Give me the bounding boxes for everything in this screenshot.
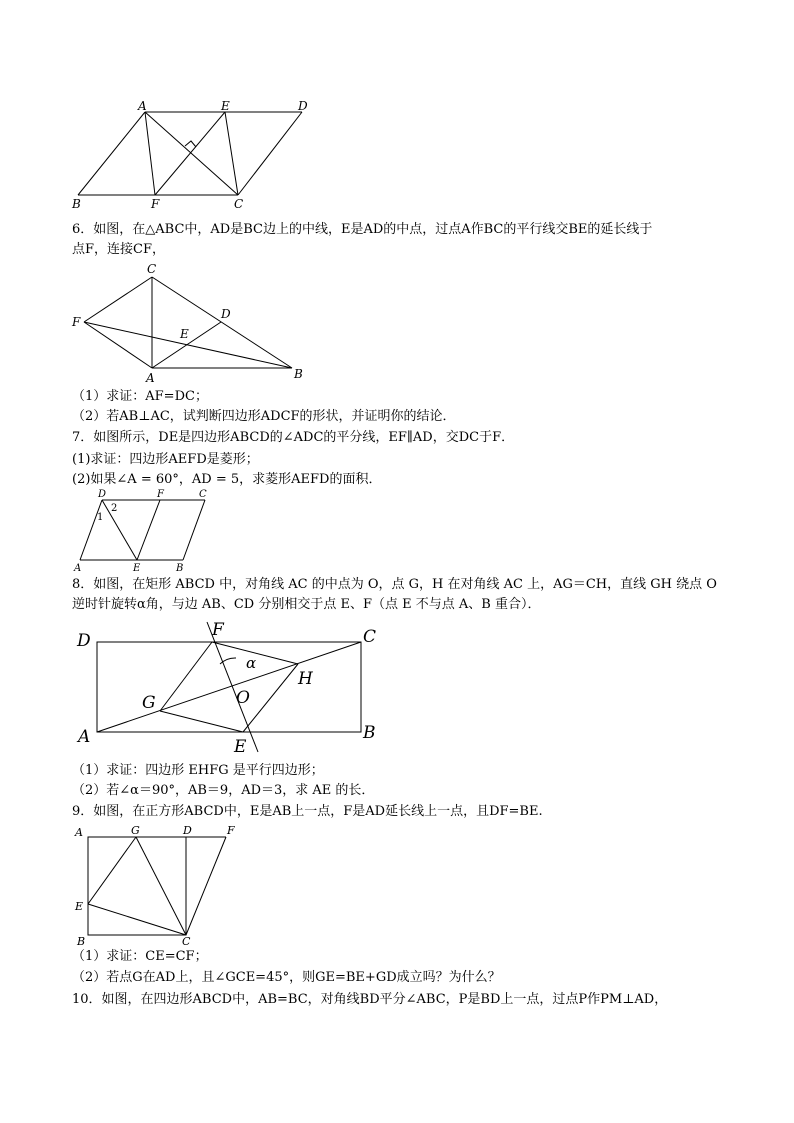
label-C: C	[234, 197, 244, 211]
label-C: C	[182, 935, 191, 948]
label-1: 1	[97, 512, 104, 523]
q9-text-line1: 9．如图，在正方形ABCD中，E是AB上一点，F是AD延长线上一点，且DF=BE.	[72, 804, 543, 819]
q9-part2: （2）若点G在AD上，且∠GCE=45°，则GE=BE+GD成立吗？为什么？	[72, 970, 501, 985]
label-F: F	[157, 489, 164, 500]
label-A: A	[146, 371, 155, 385]
q6-part2: （2）若AB⊥AC，试判断四边形ADCF的形状，并证明你的结论．	[72, 409, 456, 424]
label-E: E	[221, 99, 230, 113]
label-A: A	[74, 563, 82, 574]
label-D: D	[298, 99, 308, 113]
q8-part1: （1）求证：四边形 EHFG 是平行四边形；	[72, 763, 324, 778]
q8-text-line2: 逆时针旋转α角，与边 AB、CD 分别相交于点 E、F（点 E 不与点 A、B 重合）．	[72, 597, 541, 612]
figure-q6	[70, 262, 310, 387]
q10-text-line1: 10．如图，在四边形ABCD中，AB=BC，对角线BD平分∠ABC，P是BD上一点，过点P作PM⊥AD，	[72, 992, 668, 1007]
q7-text-line1: 7．如图所示，DE是四边形ABCD的∠ADC的平分线，EF∥AD，交DC于F．	[72, 430, 515, 445]
label-B: B	[77, 935, 86, 948]
q8-part2: （2）若∠α＝90°，AB＝9，AD＝3，求 AE 的长．	[72, 783, 375, 798]
q8-text-line1: 8．如图，在矩形 ABCD 中，对角线 AC 的中点为 O，点 G，H 在对角线 AC 上，AG＝CH，直线 GH 绕点 O	[72, 577, 717, 592]
label-D: D	[98, 489, 107, 500]
figure-q8	[70, 618, 390, 758]
label-D: D	[183, 824, 192, 837]
label-C: C	[363, 627, 377, 647]
label-D: D	[221, 307, 231, 321]
label-A: A	[78, 727, 91, 747]
label-A: A	[138, 99, 147, 113]
q6-part1: （1）求证：AF=DC；	[72, 389, 208, 404]
label-F: F	[151, 197, 160, 211]
label-F: F	[72, 315, 81, 329]
label-E: E	[75, 900, 84, 913]
label-G: G	[131, 824, 140, 837]
q7-part2: (2)如果∠A = 60°，AD = 5，求菱形AEFD的面积．	[72, 472, 382, 487]
figure-parallelogram-top	[70, 96, 320, 214]
q6-text-line2: 点F，连接CF，	[72, 242, 165, 257]
label-B: B	[176, 563, 184, 574]
label-E: E	[133, 563, 141, 574]
label-O: O	[236, 688, 250, 708]
label-2: 2	[111, 503, 118, 514]
label-D: D	[77, 631, 91, 651]
q9-part1: （1）求证：CE=CF；	[72, 949, 208, 964]
label-B: B	[72, 197, 81, 211]
label-B: B	[363, 723, 376, 743]
label-H: H	[298, 669, 313, 689]
label-C: C	[147, 262, 157, 276]
figure-q7	[70, 487, 220, 573]
label-F: F	[227, 824, 235, 837]
label-G: G	[142, 693, 156, 713]
label-F: F	[212, 620, 224, 640]
q7-part1: (1)求证：四边形AEFD是菱形；	[72, 452, 259, 467]
label-E: E	[180, 327, 189, 341]
label-C: C	[199, 489, 207, 500]
label-B: B	[294, 367, 303, 381]
label-A: A	[75, 826, 83, 839]
label-alpha: α	[246, 654, 257, 672]
figure-q9	[70, 820, 250, 948]
q6-text-line1: 6．如图，在△ABC中，AD是BC边上的中线，E是AD的中点，过点A作BC的平行线交BE的延长线于	[72, 222, 653, 237]
label-E: E	[234, 737, 247, 757]
